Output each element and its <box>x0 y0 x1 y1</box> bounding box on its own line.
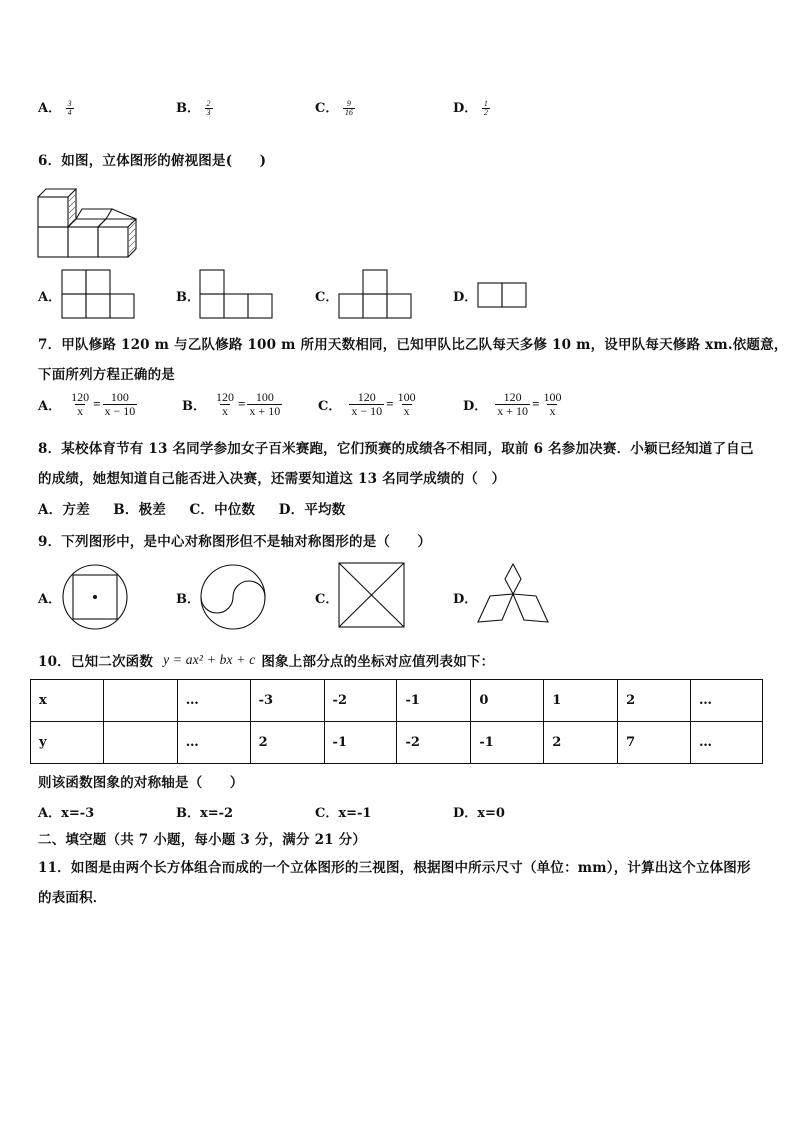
section-heading: 二、填空题（共 7 小题，每小题 3 分，满分 21 分） <box>38 832 367 848</box>
q9-option-d-figure <box>476 562 550 626</box>
q7-stem-line2: 下面所列方程正确的是 <box>38 367 175 383</box>
q10-stem: 10．已知二次函数 y = ax² + bx + c 图象上部分点的坐标对应值列表如下： <box>38 652 495 670</box>
q7-option-a: A． $\frac{120}{x}$ = $\frac{100}{x - 10}$ <box>38 390 136 418</box>
q5-option-a-fraction: $\frac{3}{4}$ <box>67 98 72 117</box>
q9-option-b-label: B． <box>176 592 200 607</box>
q5-option-b: B． $\frac{2}{3}$ <box>176 98 211 117</box>
q6-option-d-figure <box>476 281 528 309</box>
q6-solid-figure <box>36 185 140 259</box>
q9-option-a-figure <box>60 562 130 632</box>
q10-question: 则该函数图象的对称轴是（ ） <box>38 775 244 791</box>
q9-option-d-label: D． <box>453 592 478 607</box>
q10-value-table <box>30 679 763 764</box>
q6-stem: 6．如图，立体图形的俯视图是( ) <box>38 153 267 169</box>
q5-option-d-fraction: $\frac{1}{2}$ <box>483 98 488 117</box>
q9-option-a-label: A． <box>38 592 62 607</box>
q7-option-c: C． $\frac{120}{x - 10}$ = $\frac{100}{x}$ <box>318 390 416 418</box>
q9-option-b-figure <box>198 562 268 632</box>
q7-option-b: B． $\frac{120}{x}$ = $\frac{100}{x + 10}$ <box>182 390 281 418</box>
q8-options: A．方差 B．极差 C．中位数 D．平均数 <box>38 502 346 518</box>
q5-option-a: A． $\frac{3}{4}$ <box>38 98 72 117</box>
q6-option-d-label: D． <box>453 290 478 305</box>
q9-stem: 9．下列图形中，是中心对称图形但不是轴对称图形的是（ ） <box>38 534 432 550</box>
q6-option-a-figure <box>60 268 136 320</box>
q10-option-d: D．x=0 <box>453 806 505 821</box>
q8-stem-line2: 的成绩，她想知道自己能否进入决赛，还需要知道这 13 名同学成绩的（ ） <box>38 471 506 487</box>
q5-option-c: C． $\frac{9}{16}$ <box>315 98 353 117</box>
q6-option-b-label: B． <box>176 290 200 305</box>
q6-option-c-label: C． <box>315 290 339 305</box>
q6-option-a-label: A． <box>38 290 62 305</box>
q7-stem-line1: 7．甲队修路 120 m 与乙队修路 100 m 所用天数相同，已知甲队比乙队每天多修 10 m，设甲队每天修路 xm.依题意， <box>38 337 788 353</box>
table-row: x … -3 -2 -1 0 1 2 … <box>31 680 763 722</box>
table-row: y … 2 -1 -2 -1 2 7 … <box>31 722 763 764</box>
q10-option-a: A．x=-3 <box>38 806 95 821</box>
q5-option-d: D． $\frac{1}{2}$ <box>453 98 488 117</box>
q5-option-b-fraction: $\frac{2}{3}$ <box>206 98 211 117</box>
q9-option-c-figure <box>337 561 407 629</box>
q7-option-d: D． $\frac{120}{x + 10}$ = $\frac{100}{x}$ <box>463 390 562 418</box>
q10-option-b: B．x=-2 <box>176 806 234 821</box>
q6-option-c-figure <box>337 268 413 320</box>
q8-stem-line1: 8．某校体育节有 13 名同学参加女子百米赛跑，它们预赛的成绩各不相同，取前 6 名参加决赛．小颖已经知道了自己 <box>38 441 754 457</box>
q5-option-c-fraction: $\frac{9}{16}$ <box>344 98 353 117</box>
q11-stem-line2: 的表面积． <box>38 890 107 906</box>
q11-stem-line1: 11．如图是由两个长方体组合而成的一个立体图形的三视图，根据图中所示尺寸（单位：mm），计算出这个立体图形 <box>38 860 751 876</box>
q10-option-c: C．x=-1 <box>315 806 372 821</box>
q10-formula: y = ax² + bx + c <box>163 652 256 667</box>
q9-option-c-label: C． <box>315 592 339 607</box>
q6-option-b-figure <box>198 268 274 320</box>
